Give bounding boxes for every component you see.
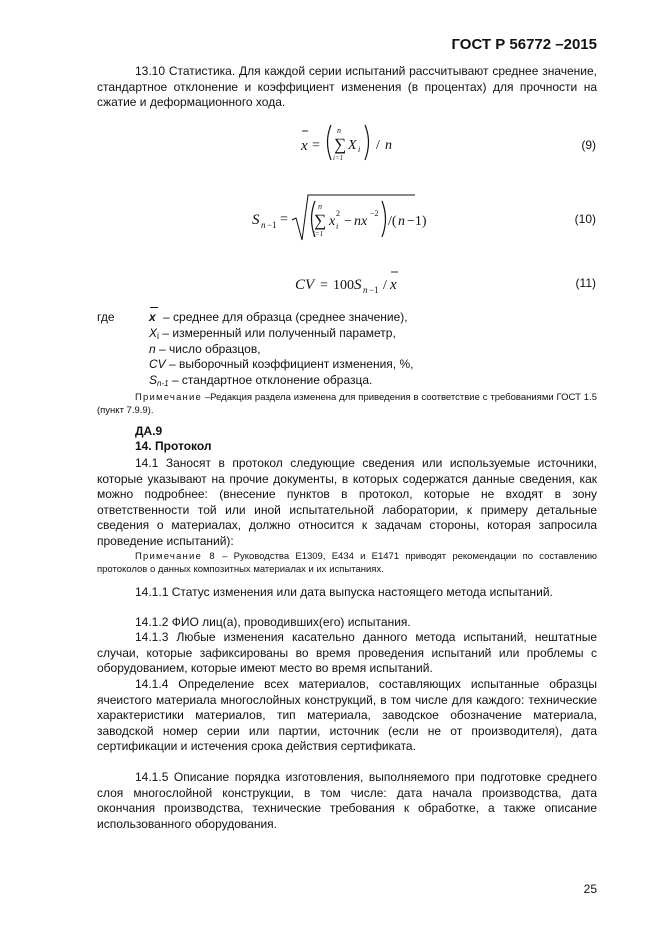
document-header: ГОСТ Р 56772 –2015: [451, 36, 597, 53]
svg-text:X: X: [348, 138, 357, 153]
svg-text:n: n: [398, 214, 405, 229]
svg-text:i=1: i=1: [333, 154, 344, 162]
svg-text:∑: ∑: [334, 135, 347, 154]
svg-text:nx: nx: [354, 214, 368, 229]
svg-text:S: S: [354, 277, 362, 293]
svg-text:n: n: [318, 202, 322, 211]
svg-text:i: i: [336, 222, 339, 231]
symbol-x: x: [149, 310, 156, 324]
svg-text:n: n: [385, 138, 392, 153]
note-text: –Редакция раздела изменена для приведения в соответствие с требованиями ГОСТ 1.5 (пункт 7.9.9).: [97, 392, 597, 416]
where-label: где: [97, 310, 115, 324]
svg-text:2: 2: [336, 209, 340, 218]
note-8: [97, 551, 597, 576]
where-item-cv: CV – выборочный коэффициент изменения, %,: [149, 357, 414, 371]
svg-text:x: x: [301, 138, 308, 154]
svg-text:−: −: [344, 214, 352, 229]
note-8-label: Примечание 8: [135, 551, 216, 562]
paragraph-14-1-3: 14.1.3 Любые изменения касательно данного метода испытаний, нештатные случаи, которые зафиксированы во время проведения испытаний или проблемы с оборудованием, которые имеют место во время испытаний.: [97, 630, 597, 676]
where-item-mean: x – среднее для образца (среднее значение),: [149, 310, 408, 326]
svg-text:−1: −1: [267, 220, 277, 230]
svg-text:n: n: [337, 126, 341, 135]
svg-text:/(: /(: [388, 214, 397, 229]
section-14-title: 14. Протокол: [135, 439, 212, 453]
svg-text:/: /: [383, 278, 387, 293]
svg-text:=: =: [280, 212, 288, 227]
svg-text:S: S: [252, 212, 260, 228]
paragraph-13-10: 13.10 Статистика. Для каждой серии испытаний рассчитывают среднее значение, стандартное отклонение и коэффициент изменения (в процентах) для прочности на сжатие и деформационного хода.: [97, 64, 597, 110]
svg-text:/: /: [376, 138, 380, 153]
paragraph-14-1-4: 14.1.4 Определение всех материалов, составляющих испытанные образцы ячеистого материала многослойных конструкций, в том числе для каждого: технические характеристики материалов, тип материала, заводское обозначение материала, заводской номер серии или партии, источник (если не от производителя), дата сертификации и истечения срока действия сертификата.: [97, 677, 597, 754]
where-item-xi: Xi – измеренный или полученный параметр,: [149, 326, 396, 341]
svg-text:i=1: i=1: [313, 230, 324, 238]
svg-text:−2: −2: [370, 209, 379, 218]
svg-text:CV: CV: [295, 277, 315, 293]
svg-text:∑: ∑: [314, 211, 327, 230]
svg-text:i: i: [358, 145, 361, 154]
formula-9: [296, 120, 416, 166]
paragraph-14-1: 14.1 Заносят в протокол следующие сведения или используемые источники, которые указывают на прочие документы, в которых содержатся данные сведения, как можно подробнее: (внесение пунктов в протокол, которые не входят в зону ответственности той или иной испытательной лаборатории, к примеру детальные сведения о материалах, должно относится к задачам стороны, которая запросила проведение испытаний):: [97, 456, 597, 548]
note-label: Примечание: [135, 392, 202, 403]
formula-10: [250, 192, 450, 244]
annex-section-id: ДА.9: [135, 424, 163, 438]
svg-text:x: x: [390, 277, 397, 293]
svg-text:n: n: [261, 220, 266, 230]
svg-text:100: 100: [333, 278, 354, 293]
paragraph-14-1-2: 14.1.2 ФИО лиц(а), проводивших(его) испытания.: [135, 615, 411, 629]
page-number: 25: [583, 882, 597, 896]
svg-text:−1: −1: [369, 285, 379, 295]
note-redaction: [97, 392, 597, 417]
svg-text:x: x: [329, 214, 336, 229]
svg-text:−1): −1): [407, 214, 427, 229]
where-item-n: n – число образцов,: [149, 342, 261, 356]
svg-text:n: n: [363, 285, 368, 295]
formula-9-number: (9): [581, 138, 596, 152]
note-8-text: – Руководства E1309, E434 и E1471 приводят рекомендации по составлению протоколов о данных композитных материалах и их испытаниях.: [97, 551, 598, 575]
formula-11: [293, 268, 433, 298]
where-item-s: Sn-1 – стандартное отклонение образца.: [149, 373, 373, 388]
paragraph-14-1-5: 14.1.5 Описание порядка изготовления, выполняемого при подготовке среднего слоя многослойной конструкции, в том числе: дата начала производства, дата окончания производства, технические требования к обработке, а также описание использованного оборудования.: [97, 770, 597, 831]
paragraph-14-1-1: 14.1.1 Статус изменения или дата выпуска настоящего метода испытаний.: [135, 585, 553, 599]
svg-text:=: =: [312, 138, 320, 153]
formula-11-number: (11): [575, 276, 596, 290]
formula-10-number: (10): [574, 212, 596, 226]
svg-text:=: =: [320, 278, 328, 293]
